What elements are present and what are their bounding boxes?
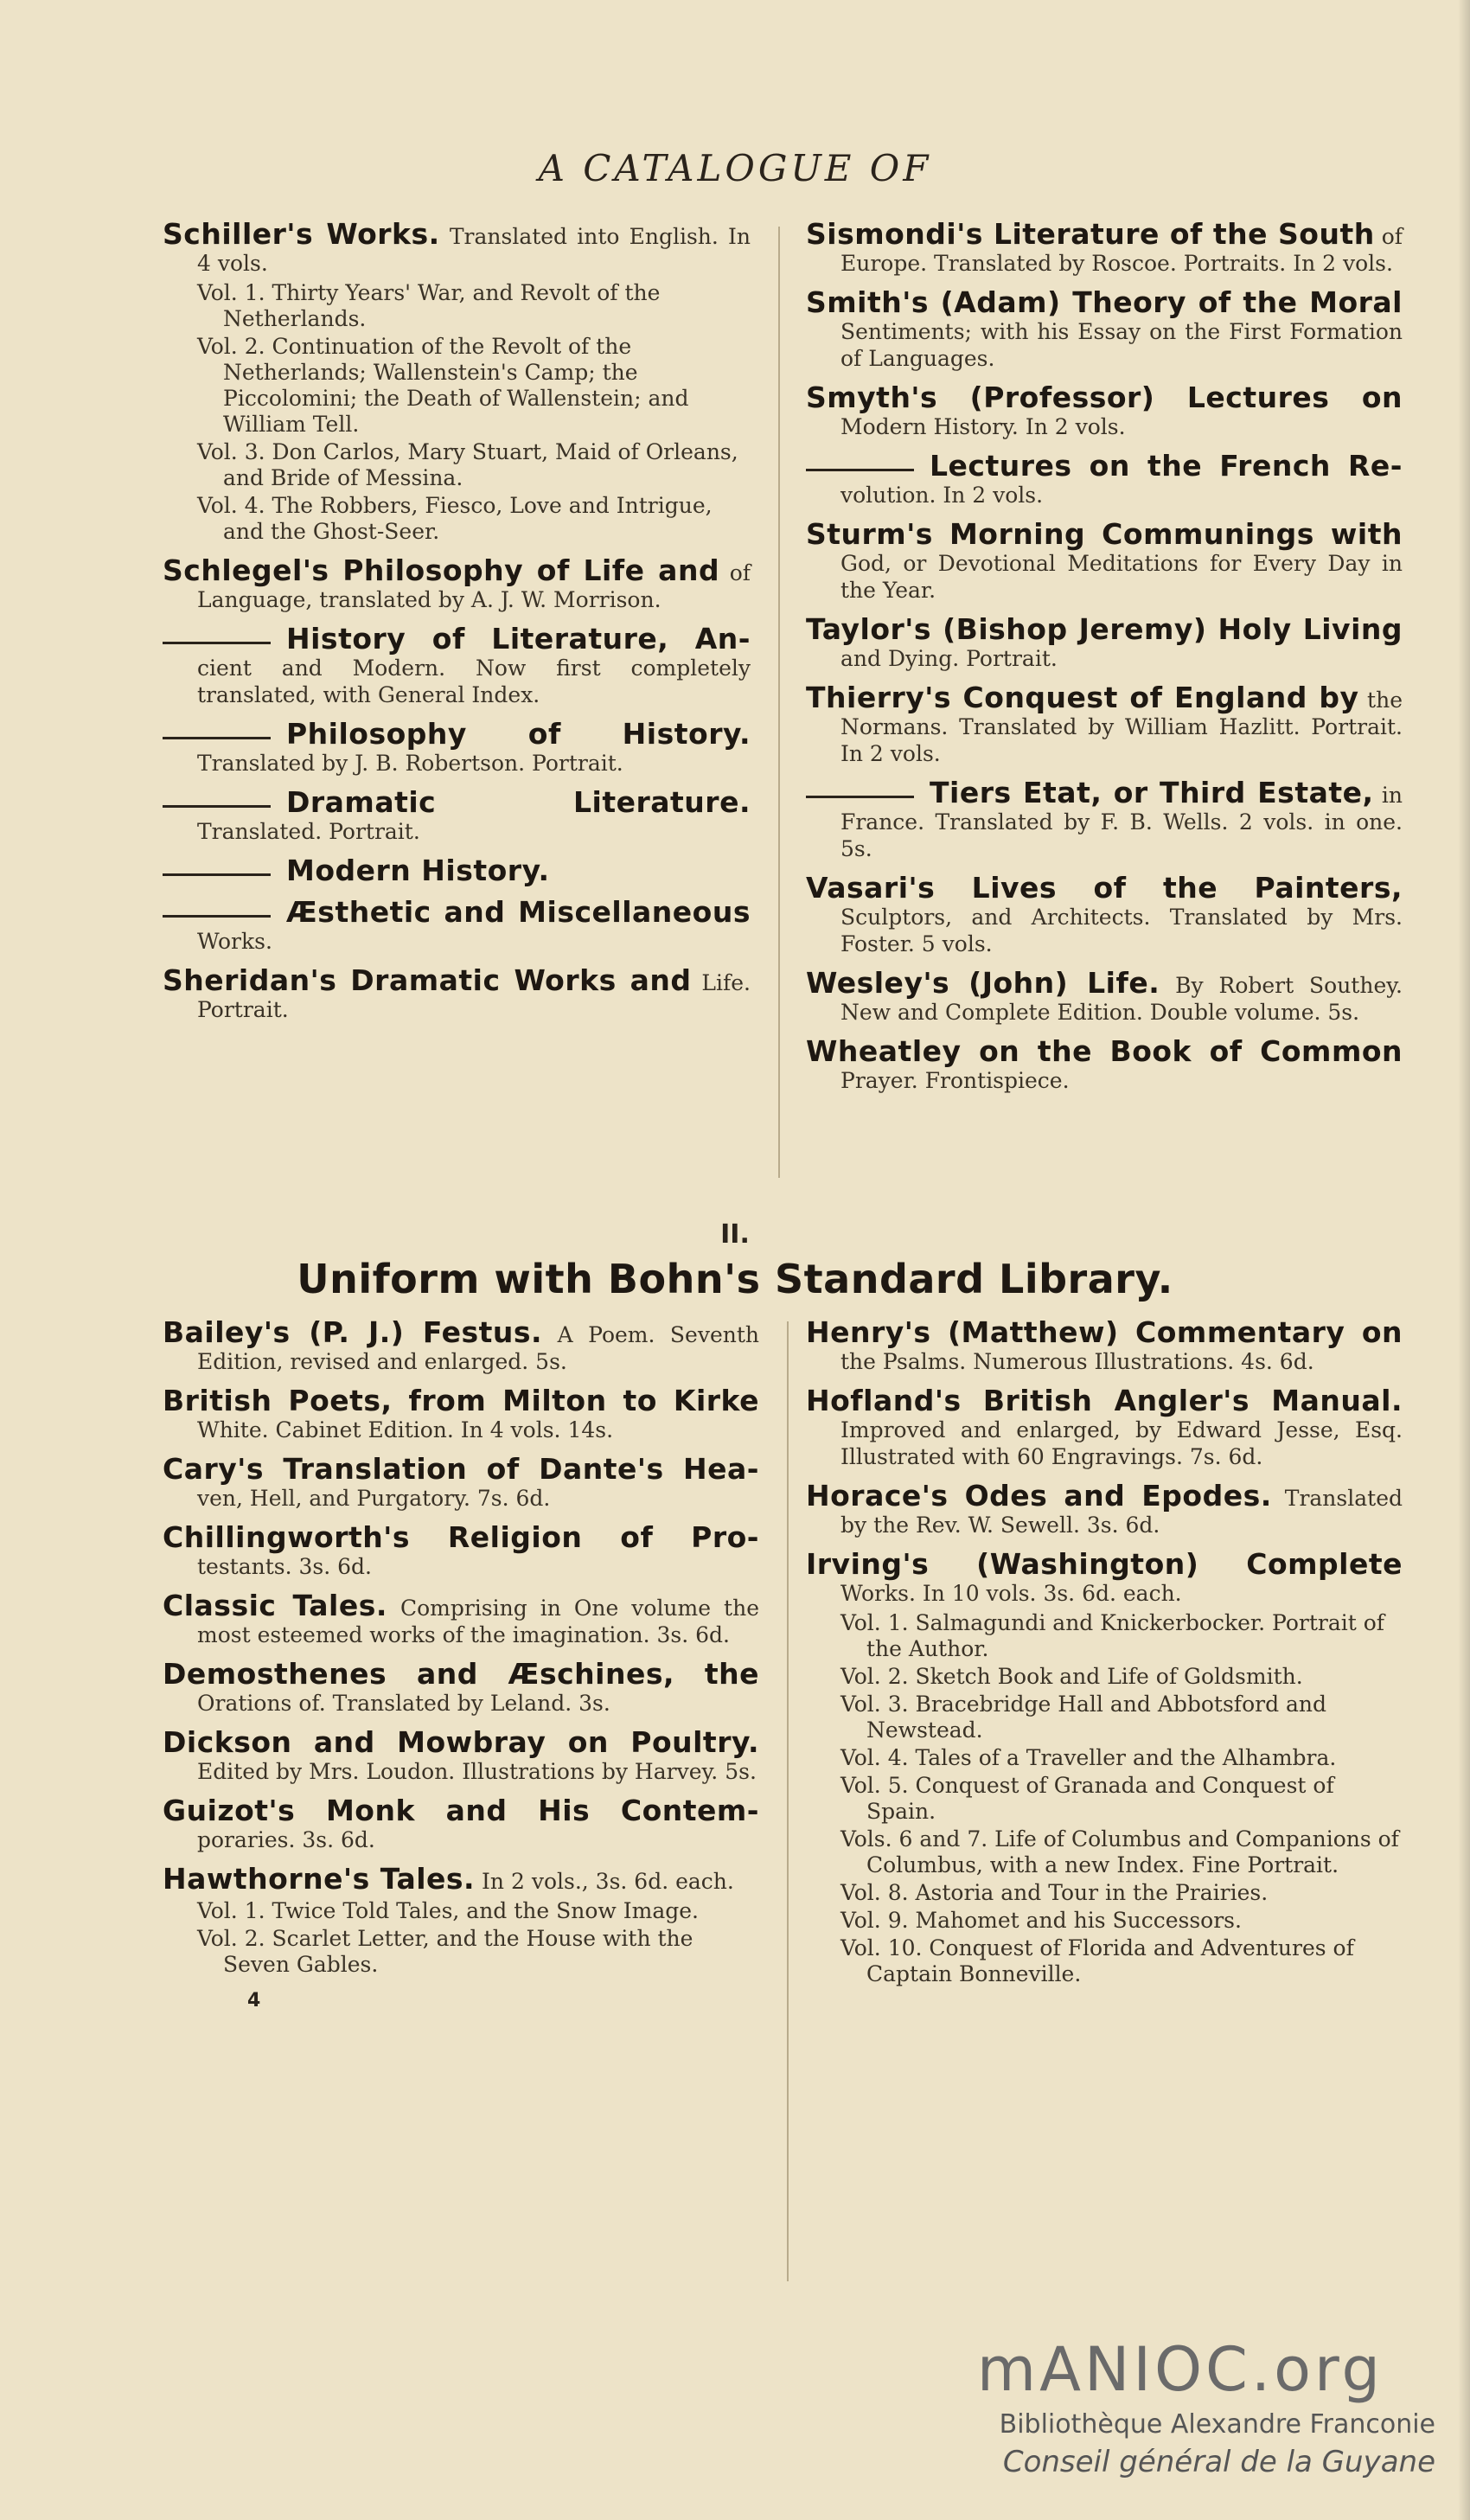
ditto-dash [163,915,271,918]
ditto-dash [163,642,271,644]
entry-description: of Language, translated by A. J. W. Morrison. [197,560,751,612]
volume-item: Vol. 4. The Robbers, Fiesco, Love and Intrigue, and the Ghost-Seer. [197,493,713,544]
entry-description: Sculptors, and Architects. Translated by Mrs. Foster. 5 vols. [840,905,1403,956]
section2-right-column [806,1315,1403,1999]
volume-item: Vol. 8. Astoria and Tour in the Prairies. [840,1880,1269,1905]
entry-title: Schlegel's Philosophy of Life and [163,553,720,587]
volume-item: Vol. 1. Twice Told Tales, and the Snow Image. [197,1898,700,1923]
entry-title: Wesley's (John) Life. [806,966,1160,1000]
entry-description: By Robert Southey. New and Complete Edition. Double volume. 5s. [840,973,1403,1025]
entry-description: and Dying. Portrait. [840,646,1058,671]
volume-item: Vols. 6 and 7. Life of Columbus and Companions of Columbus, with a new Index. Fine Portrait. [840,1826,1399,1877]
volume-item: Vol. 9. Mahomet and his Successors. [840,1908,1242,1933]
catalogue-entry [163,963,751,1023]
entry-title: Dickson and Mowbray on Poultry. [163,1725,759,1759]
entry-description: Translated by J. B. Robertson. Portrait. [197,751,623,776]
entry-title: Demosthenes and Æschines, the [163,1657,759,1691]
catalogue-entry [163,1862,759,1978]
catalogue-entry [806,381,1403,440]
entry-title: Dramatic Literature. [286,785,751,819]
entry-title: Modern History. [286,854,550,887]
entry-description: God, or Devotional Meditations for Every Day in the Year. [840,551,1403,603]
manioc-logo: mANIOC.org [976,2334,1384,2405]
volume-list [163,1898,759,1978]
entry-description: Edited by Mrs. Loudon. Illustrations by Harvey. 5s. [197,1759,757,1784]
entry-description: ven, Hell, and Purgatory. 7s. 6d. [197,1486,551,1511]
entry-description: Modern History. In 2 vols. [840,414,1126,439]
entry-description: Orations of. Translated by Leland. 3s. [197,1691,610,1716]
catalogue-entry [163,1794,759,1853]
catalogue-entry [806,871,1403,957]
entry-description: Prayer. Frontispiece. [840,1068,1070,1093]
catalogue-entry [806,1479,1403,1538]
entry-title: Hofland's British Angler's Manual. [806,1384,1403,1417]
entry-title: Bailey's (P. J.) Festus. [163,1315,543,1349]
entry-description: the Normans. Translated by William Hazlitt. Portrait. In 2 vols. [840,688,1403,766]
volume-item: Vol. 10. Conquest of Florida and Adventures of Captain Bonneville. [840,1935,1354,1986]
entry-description: Sentiments; with his Essay on the First Formation of Languages. [840,319,1403,371]
entry-description: in France. Translated by F. B. Wells. 2 vols. in one. 5s. [840,783,1403,861]
catalogue-entry [163,1589,760,1648]
catalogue-entry [806,285,1403,372]
catalogue-entry [163,717,751,777]
volume-item: Vol. 2. Sketch Book and Life of Goldsmith. [840,1664,1303,1689]
entry-title: British Poets, from Milton to Kirke [163,1384,759,1417]
entry-description: poraries. 3s. 6d. [197,1827,375,1852]
entry-title: Tiers Etat, or Third Estate, [930,776,1374,809]
catalogue-entry [163,553,751,613]
entry-title: Sheridan's Dramatic Works and [163,963,692,997]
catalogue-entry [806,517,1403,604]
ditto-dash [806,469,914,471]
entry-title: Smyth's (Professor) Lectures on [806,381,1403,414]
catalogue-entry [163,1657,759,1717]
page-number: 4 [247,1990,261,2012]
entry-description: In 2 vols., 3s. 6d. each. [482,1869,734,1894]
ditto-dash [163,805,271,808]
entry-description: testants. 3s. 6d. [197,1554,372,1579]
entry-title: Æsthetic and Miscellaneous [286,895,751,929]
entry-title: Chillingworth's Religion of Pro- [163,1520,759,1554]
catalogue-entry [163,217,751,545]
ditto-dash [163,737,271,739]
volume-item: Vol. 4. Tales of a Traveller and the Alhambra. [840,1745,1337,1770]
section1-right-column [806,217,1403,1106]
catalogue-entry [806,1315,1403,1375]
catalogue-entry [806,776,1403,862]
entry-description: Translated. Portrait. [197,819,420,844]
entry-description: Life. Portrait. [197,970,751,1022]
catalogue-entry [806,612,1403,672]
library-name: Bibliothèque Alexandre Franconie [999,2409,1435,2440]
entry-description: the Psalms. Numerous Illustrations. 4s. 6d. [840,1349,1314,1374]
catalogue-entry [806,217,1403,277]
entry-description: Works. [197,929,272,954]
page-edge-shadow [1458,0,1470,2520]
volume-item: Vol. 3. Don Carlos, Mary Stuart, Maid of Orleans, and Bride of Messina. [197,439,738,490]
volume-item: Vol. 5. Conquest of Granada and Conquest of Spain. [840,1773,1334,1824]
catalogue-entry [806,1547,1403,1987]
entry-title: Sturm's Morning Communings with [806,517,1403,551]
entry-title: Vasari's Lives of the Painters, [806,871,1403,905]
entry-description: Translated into English. In 4 vols. [197,224,751,276]
entry-title: Henry's (Matthew) Commentary on [806,1315,1403,1349]
entry-title: Guizot's Monk and His Contem- [163,1794,759,1827]
page-header: A CATALOGUE OF [538,147,932,189]
volume-item: Vol. 1. Salmagundi and Knickerbocker. Portrait of the Author. [840,1610,1385,1661]
catalogue-entry [163,1315,760,1375]
catalogue-entry [806,449,1403,508]
entry-title: Thierry's Conquest of England by [806,681,1359,714]
ditto-dash [806,796,914,798]
catalogue-entry [806,1034,1403,1094]
catalogue-entry [806,966,1403,1026]
section-number: II. [720,1219,750,1250]
council-name: Conseil général de la Guyane [1002,2445,1435,2479]
entry-title: Lectures on the French Re- [930,449,1403,483]
catalogue-entry [163,1452,759,1512]
section2-left-column [163,1315,760,2012]
entry-title: Cary's Translation of Dante's Hea- [163,1452,759,1486]
catalogue-entry [163,895,751,955]
volume-item: Vol. 1. Thirty Years' War, and Revolt of the Netherlands. [197,280,661,331]
catalogue-entry [806,681,1403,767]
entry-title: Irving's (Washington) Complete [806,1547,1403,1581]
entry-description: of Europe. Translated by Roscoe. Portraits. In 2 vols. [840,224,1403,276]
volume-list [163,280,751,545]
section-title: Uniform with Bohn's Standard Library. [297,1256,1173,1302]
entry-description: volution. In 2 vols. [840,483,1044,508]
entry-description: A Poem. Seventh Edition, revised and enlarged. 5s. [197,1322,760,1374]
ditto-dash [163,873,271,876]
entry-title: Wheatley on the Book of Common [806,1034,1403,1068]
volume-item: Vol. 2. Scarlet Letter, and the House with the Seven Gables. [197,1926,693,1977]
entry-title: Schiller's Works. [163,217,440,251]
entry-title: Smith's (Adam) Theory of the Moral [806,285,1403,319]
column-divider [787,1321,789,2281]
catalogue-entry [163,1520,759,1580]
entry-title: Philosophy of History. [286,717,751,751]
entry-title: Hawthorne's Tales. [163,1862,476,1896]
column-divider [778,227,780,1178]
volume-list [806,1610,1403,1987]
entry-description: White. Cabinet Edition. In 4 vols. 14s. [197,1417,614,1442]
volume-item: Vol. 3. Bracebridge Hall and Abbotsford and Newstead. [840,1692,1327,1743]
catalogue-entry [806,1384,1403,1470]
catalogue-entry [163,1725,759,1785]
catalogue-entry [163,785,751,845]
catalogue-entry [163,622,751,708]
catalogue-entry [163,854,751,887]
section1-left-column [163,217,751,1035]
entry-description: cient and Modern. Now first completely translated, with General Index. [197,656,751,707]
entry-description: Works. In 10 vols. 3s. 6d. each. [840,1581,1182,1606]
entry-title: History of Literature, An- [286,622,751,656]
volume-item: Vol. 2. Continuation of the Revolt of the Netherlands; Wallenstein's Camp; the Piccolomini; the Death of Wallenstein; and William Tell. [197,334,689,437]
entry-description: Translated by the Rev. W. Sewell. 3s. 6d. [840,1486,1403,1538]
entry-title: Horace's Odes and Epodes. [806,1479,1272,1513]
entry-description: Comprising in One volume the most esteemed works of the imagination. 3s. 6d. [197,1596,760,1647]
entry-title: Taylor's (Bishop Jeremy) Holy Living [806,612,1403,646]
manioc-watermark [951,2335,1435,2479]
catalogue-entry [163,1384,759,1443]
entry-title: Classic Tales. [163,1589,387,1622]
entry-description: Improved and enlarged, by Edward Jesse, Esq. Illustrated with 60 Engravings. 7s. 6d. [840,1417,1403,1469]
entry-title: Sismondi's Literature of the South [806,217,1375,251]
